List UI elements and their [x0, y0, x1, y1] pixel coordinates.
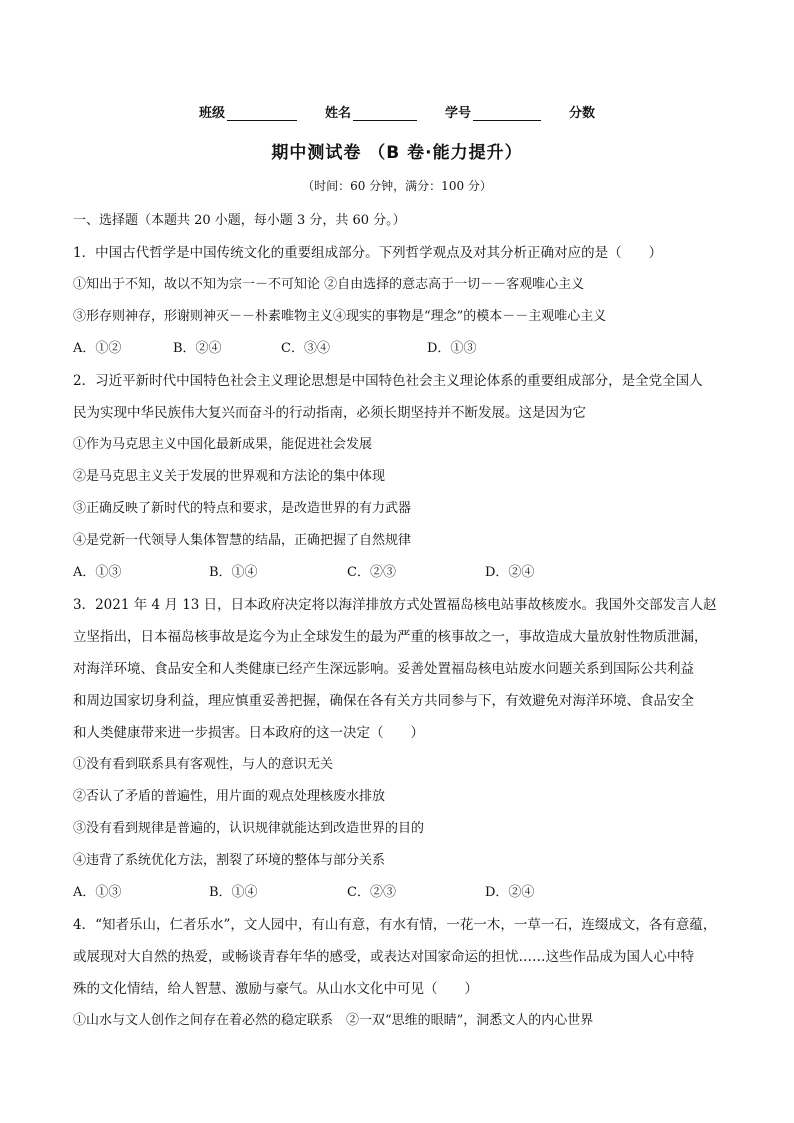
options-row — [73, 557, 728, 589]
exam-subtitle: （时间：60 分钟，满分：100 分） — [302, 179, 492, 193]
options-row — [73, 333, 728, 365]
option-b[interactable]: B．①④ — [209, 565, 258, 580]
question-stem: 对海洋环境、食品安全和人类健康已经产生深远影响。妥善处置福岛核电站废水问题关系到国际公共利益 — [73, 661, 694, 677]
name-label: 姓名 — [324, 106, 351, 121]
option-b[interactable]: B．②④ — [173, 341, 222, 356]
score-label: 分数 — [569, 106, 596, 121]
option-c[interactable]: C．③④ — [281, 341, 330, 356]
question-item: ④违背了系统优化方法，割裂了环境的整体与部分关系 — [73, 853, 386, 868]
id-blank[interactable] — [473, 119, 541, 121]
question-stem: 殊的文化情结，给人智慧、激励与豪气。从山水文化中可见（ ） — [73, 981, 478, 997]
question-stem: 民为实现中华民族伟大复兴而奋斗的行动指南，必须长期坚持并不断发展。这是因为它 — [73, 405, 586, 421]
question-item: ②是马克思主义关于发展的世界观和方法论的集中体现 — [73, 469, 386, 484]
question-item: ③没有看到规律是普遍的，认识规律就能达到改造世界的目的 — [73, 821, 425, 836]
question-stem: 和人类健康带来进一步损害。日本政府的这一决定（ ） — [73, 725, 424, 741]
question-item: ③形存则神存，形谢则神灭－－朴素唯物主义④现实的事物是“理念”的模本－－主观唯心主义 — [73, 309, 607, 324]
class-label: 班级 — [198, 106, 225, 121]
option-a[interactable]: A．①② — [73, 341, 122, 356]
options-row — [73, 877, 728, 909]
question-item: ①知出于不知，故以不知为宗一－不可知论 ②自由选择的意志高于一切－－客观唯心主义 — [73, 277, 585, 292]
question-1 — [73, 237, 728, 365]
id-label: 学号 — [445, 106, 472, 121]
exam-content — [73, 205, 728, 1037]
id-field — [445, 102, 541, 121]
question-item: ④是党新一代领导人集体智慧的结晶，正确把握了自然规律 — [73, 533, 412, 548]
option-d[interactable]: D．②④ — [485, 885, 535, 900]
option-d[interactable]: D．②④ — [485, 565, 535, 580]
question-stem: 立坚指出，日本福岛核事故是迄今为止全球发生的最为严重的核事故之一，事故造成大量放射性物质泄漏， — [73, 629, 708, 645]
question-3 — [73, 589, 728, 909]
question-stem: 或展现对大自然的热爱，或畅谈青春年华的感受，或表达对国家命运的担忧……这些作品成为国人心中特 — [73, 949, 694, 965]
option-b[interactable]: B．①④ — [209, 885, 258, 900]
question-stem: 3．2021 年 4 月 13 日，日本政府决定将以海洋排放方式处置福岛核电站事故核废水。我国外交部发言人赵 — [73, 597, 717, 613]
option-a[interactable]: A．①③ — [73, 885, 122, 900]
question-stem: 1．中国古代哲学是中国传统文化的重要组成部分。下列哲学观点及对其分析正确对应的是（ ） — [73, 245, 663, 261]
name-field — [325, 102, 417, 121]
question-stem: 4．“知者乐山，仁者乐水”，文人园中，有山有意，有水有情，一花一木，一草一石，连缀成文，各有意蕴， — [73, 917, 717, 933]
question-2 — [73, 365, 728, 589]
question-4 — [73, 909, 728, 1037]
question-item: ②否认了矛盾的普遍性，用片面的观点处理核废水排放 — [73, 789, 386, 804]
question-item: ①作为马克思主义中国化最新成果，能促进社会发展 — [73, 437, 373, 452]
section-heading: 一、选择题（本题共 20 小题，每小题 3 分，共 60 分。） — [73, 213, 406, 228]
score-field — [569, 102, 595, 121]
class-blank[interactable] — [227, 119, 297, 121]
class-field — [199, 102, 297, 121]
question-item: ①山水与文人创作之间存在着必然的稳定联系 ②一双“思维的眼睛”，洞悉文人的内心世界 — [73, 1013, 594, 1028]
question-stem: 2．习近平新时代中国特色社会主义理论思想是中国特色社会主义理论体系的重要组成部分，是全党全国人 — [73, 373, 703, 389]
name-blank[interactable] — [353, 119, 417, 121]
student-info-row — [0, 102, 794, 121]
question-stem: 和周边国家切身利益，理应慎重妥善把握，确保在各有关方共同参与下，有效避免对海洋环境、食品安全 — [73, 693, 694, 709]
exam-title: 期中测试卷 （B 卷·能力提升） — [271, 143, 523, 163]
question-item: ③正确反映了新时代的特点和要求，是改造世界的有力武器 — [73, 501, 412, 516]
option-d[interactable]: D．①③ — [427, 341, 477, 356]
option-a[interactable]: A．①③ — [73, 565, 122, 580]
option-c[interactable]: C．②③ — [347, 565, 396, 580]
option-c[interactable]: C．②③ — [347, 885, 396, 900]
question-item: ①没有看到联系具有客观性，与人的意识无关 — [73, 757, 334, 772]
